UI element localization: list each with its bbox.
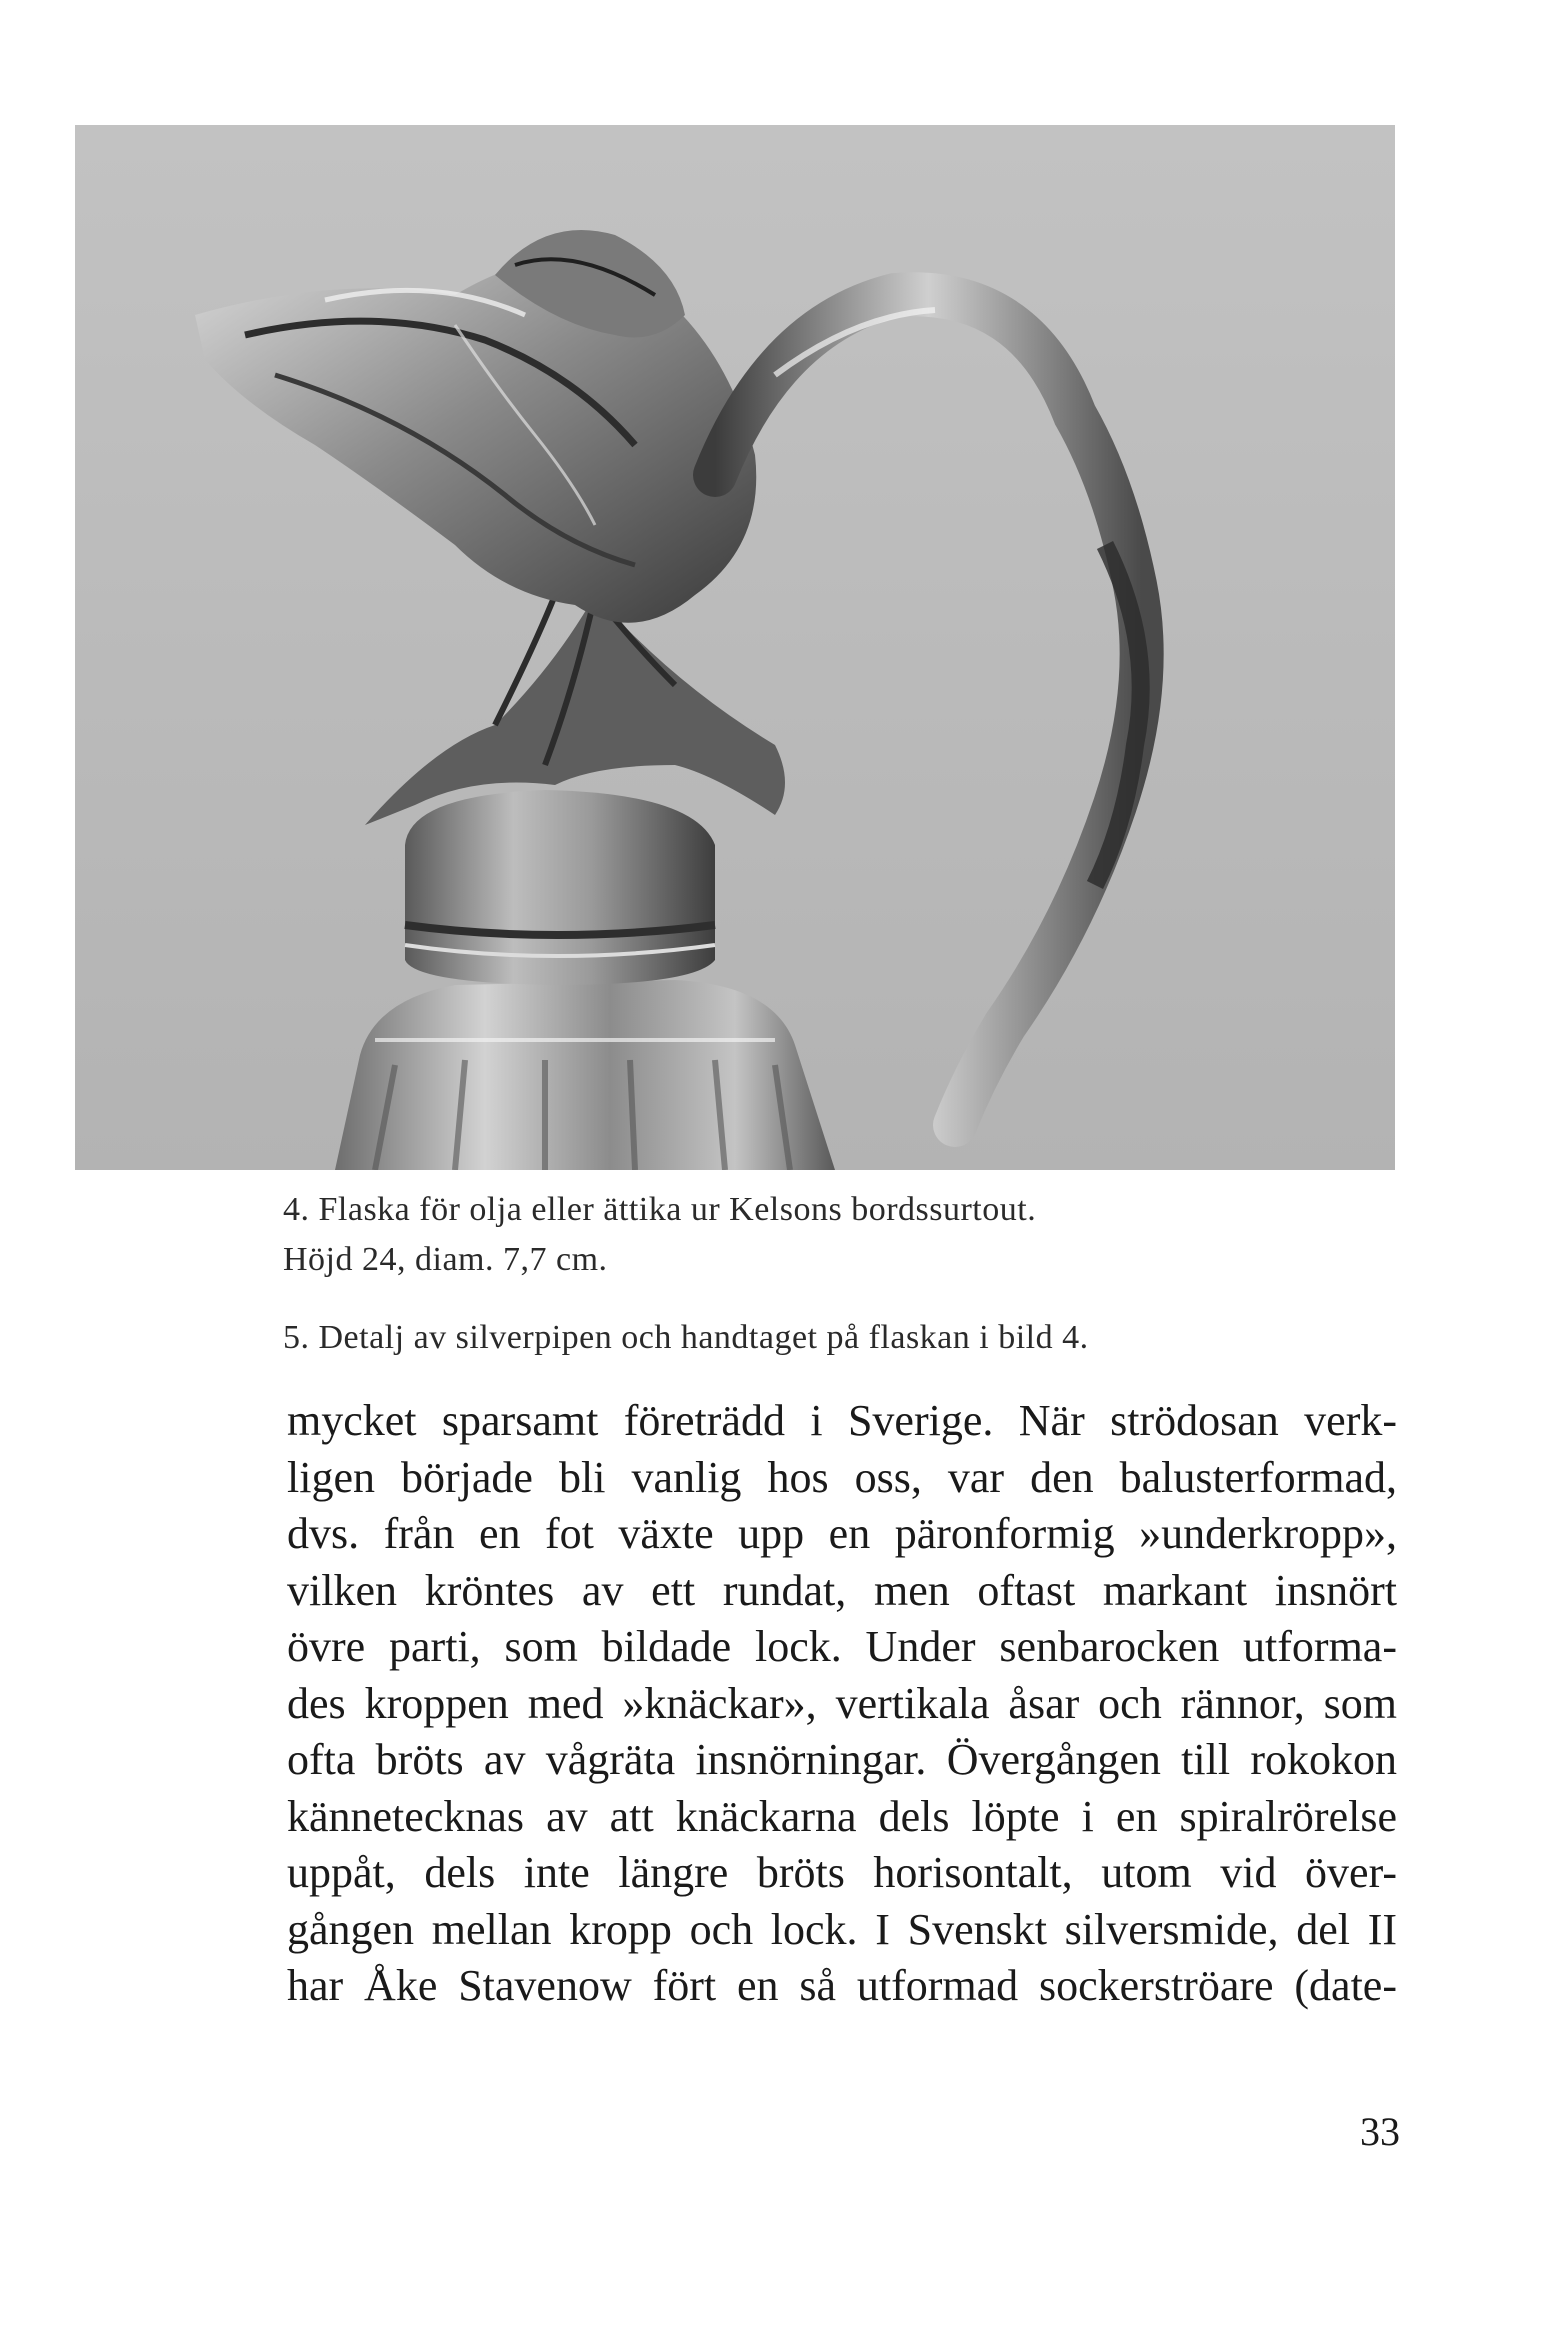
body-line: övre parti, som bildade lock. Under senbarocken utforma- [287,1622,1397,1671]
figure-photo [75,125,1395,1170]
caption-figure-5: 5. Detalj av silverpipen och handtaget på flaskan i bild 4. [283,1319,1089,1356]
body-line: har Åke Stavenow fört en så utformad sockerströare (date- [287,1961,1397,2010]
body-line: gången mellan kropp och lock. I Svenskt silversmide, del II [287,1904,1397,1954]
body-line: vilken kröntes av ett rundat, men oftast markant insnört [287,1565,1397,1615]
body-line: ofta bröts av vågräta insnörningar. Övergången till rokokon [287,1735,1397,1784]
body-line: des kroppen med »knäckar», vertikala åsar och rännor, som [287,1678,1397,1728]
page-number: 33 [1360,2109,1400,2154]
body-line: uppåt, dels inte längre bröts horisontalt, utom vid över- [287,1848,1397,1897]
caption-figure-4: 4. Flaska för olja eller ättika ur Kelsons bordssurtout. Höjd 24, diam. 7,7 cm. [283,1191,1037,1278]
body-line: dvs. från en fot växte upp en päronformig »underkropp», [287,1509,1397,1558]
body-line: mycket sparsamt företrädd i Sverige. När strödosan verk- [287,1396,1397,1445]
body-line: kännetecknas av att knäckarna dels löpte i en spiralrörelse [287,1791,1397,1841]
body-paragraph [287,1393,1397,2015]
figure-captions [283,1185,1383,1363]
body-line: ligen började bli vanlig hos oss, var den balusterformad, [287,1452,1397,1502]
flask-spout-handle-illustration [75,125,1395,1170]
